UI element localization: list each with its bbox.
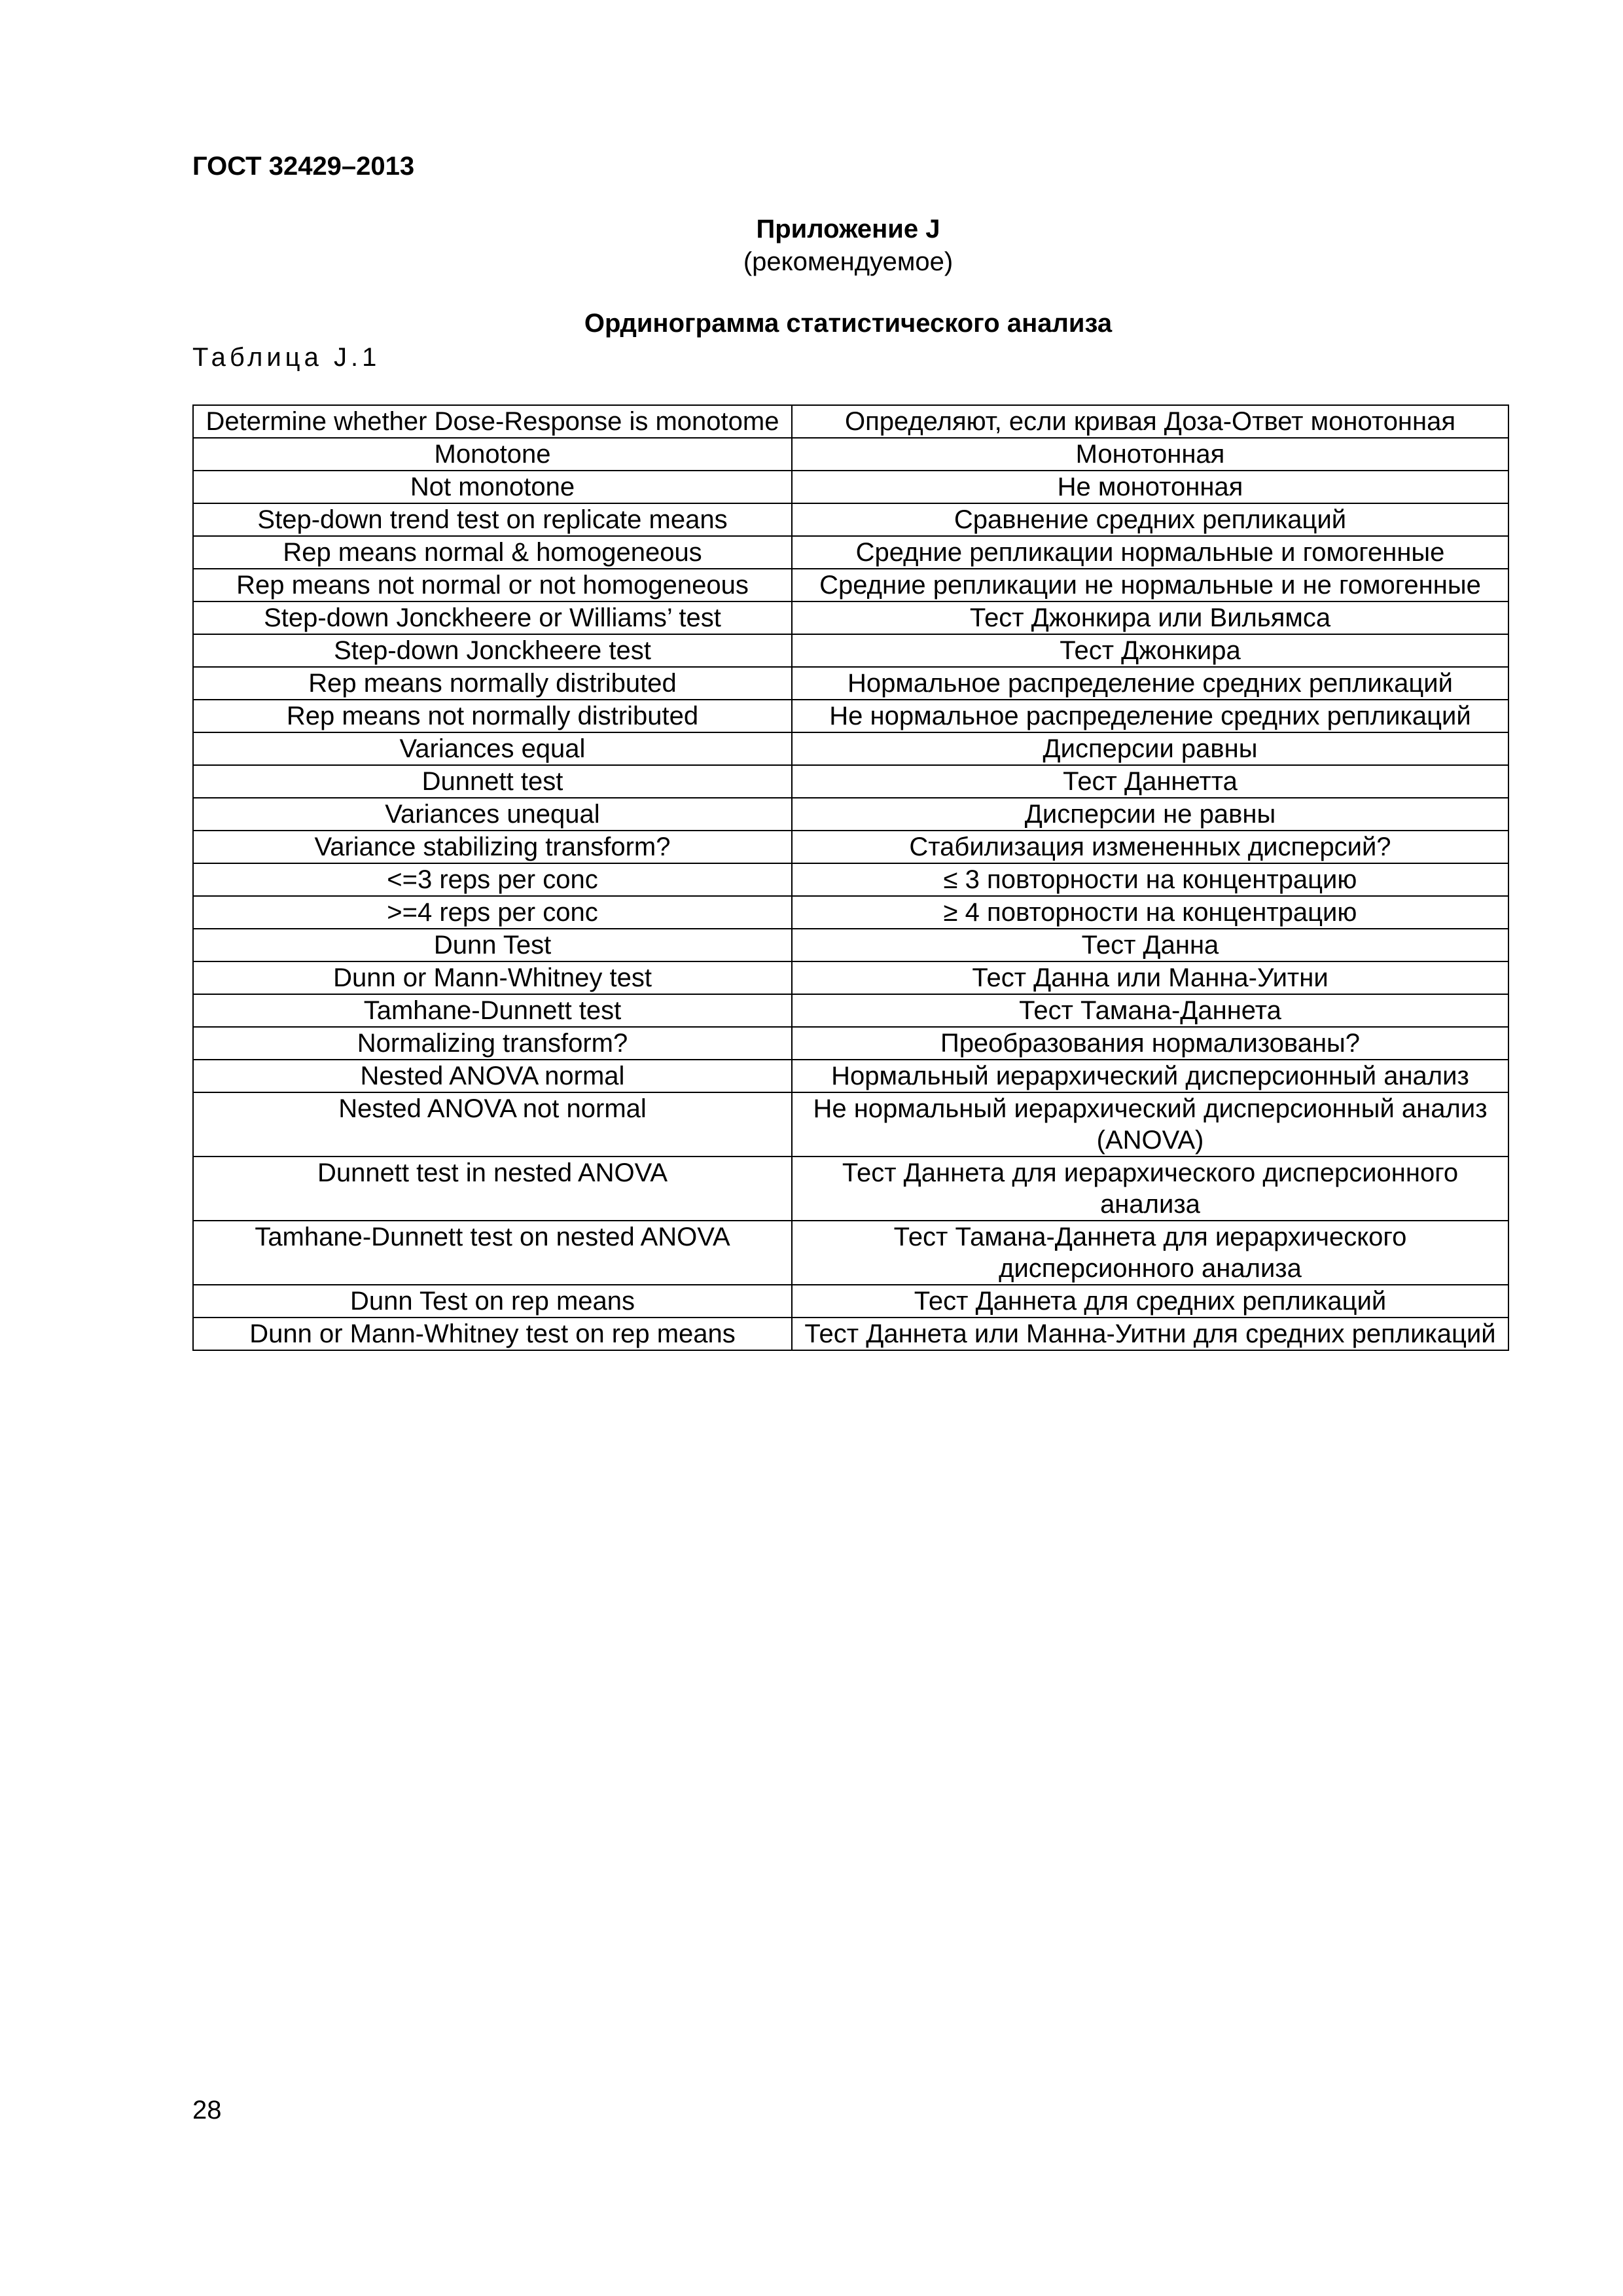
translation-table	[192, 404, 1509, 1351]
cell-russian-term: Дисперсии равны	[792, 732, 1508, 765]
table-row	[193, 601, 1508, 634]
cell-english-term: Variances unequal	[193, 798, 792, 831]
cell-russian-term: Стабилизация измененных дисперсий?	[792, 831, 1508, 863]
table-row	[193, 667, 1508, 700]
cell-russian-term: Определяют, если кривая Доза-Ответ монотонная	[792, 405, 1508, 438]
cell-russian-term: ≤ 3 повторности на концентрацию	[792, 863, 1508, 896]
cell-english-term: Step-down Jonckheere or Williams’ test	[193, 601, 792, 634]
table-row	[193, 1285, 1508, 1318]
table-row	[193, 569, 1508, 601]
table-row	[193, 929, 1508, 961]
cell-english-term: Nested ANOVA normal	[193, 1060, 792, 1092]
cell-english-term: Tamhane-Dunnett test	[193, 994, 792, 1027]
cell-russian-term: Тест Джонкира или Вильямса	[792, 601, 1508, 634]
cell-russian-term: Тест Тамана-Даннета	[792, 994, 1508, 1027]
table-row	[193, 765, 1508, 798]
document-code: ГОСТ 32429–2013	[192, 152, 415, 181]
cell-english-term: Dunn Test on rep means	[193, 1285, 792, 1318]
cell-english-term: Step-down trend test on replicate means	[193, 503, 792, 536]
cell-english-term: Variance stabilizing transform?	[193, 831, 792, 863]
table-row	[193, 634, 1508, 667]
table-row	[193, 471, 1508, 503]
cell-english-term: <=3 reps per conc	[193, 863, 792, 896]
table-row	[193, 1027, 1508, 1060]
table-row	[193, 1318, 1508, 1350]
cell-russian-term: Дисперсии не равны	[792, 798, 1508, 831]
cell-russian-term: Не нормальный иерархический дисперсионный анализ (ANOVA)	[792, 1092, 1508, 1157]
cell-russian-term: Нормальное распределение средних репликаций	[792, 667, 1508, 700]
cell-russian-term: Средние репликации нормальные и гомогенные	[792, 536, 1508, 569]
table-row	[193, 1157, 1508, 1221]
cell-english-term: Dunnett test in nested ANOVA	[193, 1157, 792, 1221]
cell-russian-term: Тест Тамана-Даннета для иерархического дисперсионного анализа	[792, 1221, 1508, 1285]
cell-english-term: Dunn or Mann-Whitney test	[193, 961, 792, 994]
table-row	[193, 503, 1508, 536]
table-row	[193, 896, 1508, 929]
cell-english-term: Determine whether Dose-Response is monotome	[193, 405, 792, 438]
cell-english-term: Variances equal	[193, 732, 792, 765]
cell-english-term: Dunnett test	[193, 765, 792, 798]
table-row	[193, 438, 1508, 471]
cell-russian-term: Не нормальное распределение средних репликаций	[792, 700, 1508, 732]
cell-english-term: Not monotone	[193, 471, 792, 503]
cell-russian-term: Тест Джонкира	[792, 634, 1508, 667]
cell-russian-term: Преобразования нормализованы?	[792, 1027, 1508, 1060]
table-row	[193, 798, 1508, 831]
cell-english-term: Dunn or Mann-Whitney test on rep means	[193, 1318, 792, 1350]
cell-english-term: Rep means not normal or not homogeneous	[193, 569, 792, 601]
table-row	[193, 961, 1508, 994]
table-row	[193, 700, 1508, 732]
cell-russian-term: Тест Даннетта	[792, 765, 1508, 798]
table-row	[193, 994, 1508, 1027]
cell-russian-term: Тест Даннета или Манна-Уитни для средних репликаций	[792, 1318, 1508, 1350]
table-row	[193, 1060, 1508, 1092]
cell-english-term: Rep means not normally distributed	[193, 700, 792, 732]
section-title: Ординограмма статистического анализа	[584, 309, 1113, 338]
table-row	[193, 831, 1508, 863]
table-row	[193, 1092, 1508, 1157]
table-label: Таблица J.1	[192, 343, 381, 372]
cell-russian-term: ≥ 4 повторности на концентрацию	[792, 896, 1508, 929]
cell-english-term: Nested ANOVA not normal	[193, 1092, 792, 1157]
cell-russian-term: Монотонная	[792, 438, 1508, 471]
table-row	[193, 405, 1508, 438]
cell-russian-term: Тест Данна или Манна-Уитни	[792, 961, 1508, 994]
annex-status: (рекомендуемое)	[743, 247, 954, 276]
cell-english-term: Monotone	[193, 438, 792, 471]
table-body	[193, 405, 1508, 1350]
table-row	[193, 863, 1508, 896]
cell-russian-term: Тест Даннета для средних репликаций	[792, 1285, 1508, 1318]
cell-russian-term: Средние репликации не нормальные и не гомогенные	[792, 569, 1508, 601]
annex-title: Приложение J	[756, 215, 940, 243]
cell-english-term: Rep means normally distributed	[193, 667, 792, 700]
cell-english-term: Dunn Test	[193, 929, 792, 961]
cell-english-term: Tamhane-Dunnett test on nested ANOVA	[193, 1221, 792, 1285]
cell-russian-term: Тест Даннета для иерархического дисперсионного анализа	[792, 1157, 1508, 1221]
cell-english-term: >=4 reps per conc	[193, 896, 792, 929]
page-number: 28	[192, 2096, 222, 2125]
table-row	[193, 732, 1508, 765]
table-row	[193, 1221, 1508, 1285]
cell-russian-term: Не монотонная	[792, 471, 1508, 503]
cell-russian-term: Нормальный иерархический дисперсионный анализ	[792, 1060, 1508, 1092]
cell-english-term: Normalizing transform?	[193, 1027, 792, 1060]
cell-english-term: Rep means normal & homogeneous	[193, 536, 792, 569]
cell-russian-term: Тест Данна	[792, 929, 1508, 961]
cell-english-term: Step-down Jonckheere test	[193, 634, 792, 667]
table-row	[193, 536, 1508, 569]
cell-russian-term: Сравнение средних репликаций	[792, 503, 1508, 536]
